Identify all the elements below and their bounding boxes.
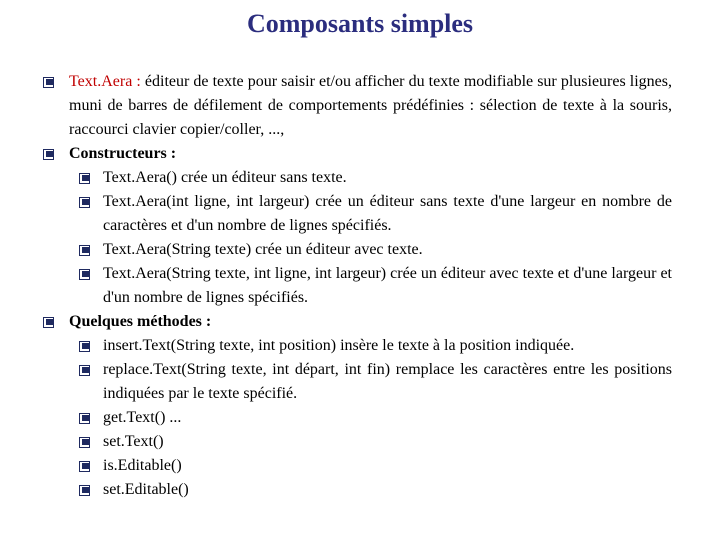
sub-bullet-item — [103, 238, 672, 262]
constructor-entry: Text.Aera(String texte, int ligne, int largeur) crée un éditeur avec texte et d'une largeur et d'un nombre de lignes spécifiés. — [103, 265, 672, 306]
square-bullet-icon — [79, 269, 90, 280]
keyword-textarea: Text.Aera : — [69, 73, 141, 90]
slide-title: Composants simples — [246, 9, 474, 38]
method-entry: is.Editable() — [103, 457, 182, 474]
constructor-entry: Text.Aera(int ligne, int largeur) crée un éditeur sans texte d'une largeur en nombre de caractères et d'un nombre de lignes spécifiés. — [103, 193, 672, 234]
bullet-item-constructeurs — [69, 142, 672, 166]
constructor-entry: Text.Aera(String texte) crée un éditeur avec texte. — [103, 241, 423, 258]
sub-bullet-item — [103, 406, 672, 430]
sub-bullet-item — [103, 262, 672, 310]
sub-bullet-item — [103, 478, 672, 502]
sub-bullet-item — [103, 358, 672, 406]
square-bullet-icon — [79, 173, 90, 184]
bullet-item-methodes — [69, 310, 672, 334]
square-bullet-icon — [79, 485, 90, 496]
square-bullet-icon — [79, 437, 90, 448]
constructeurs-heading: Constructeurs : — [69, 145, 177, 162]
method-entry: replace.Text(String texte, int départ, int fin) remplace les caractères entre les positions indiquées par le texte spécifié. — [103, 361, 672, 402]
method-entry: get.Text() ... — [103, 409, 182, 426]
slide-body — [0, 70, 720, 502]
sub-bullet-item — [103, 430, 672, 454]
method-entry: set.Text() — [103, 433, 164, 450]
square-bullet-icon — [79, 365, 90, 376]
square-bullet-icon — [43, 317, 54, 328]
method-entry: set.Editable() — [103, 481, 189, 498]
method-entry: insert.Text(String texte, int position) insère le texte à la position indiquée. — [103, 337, 575, 354]
square-bullet-icon — [79, 197, 90, 208]
square-bullet-icon — [43, 77, 54, 88]
textarea-description: éditeur de texte pour saisir et/ou afficher du texte modifiable sur plusieures lignes, muni de barres de défilement de comportements prédéfinies : sélection de texte à la souris, raccourci clavier copier/coller, ..., — [69, 73, 672, 138]
sub-bullet-item — [103, 190, 672, 238]
square-bullet-icon — [79, 245, 90, 256]
square-bullet-icon — [79, 413, 90, 424]
square-bullet-icon — [79, 341, 90, 352]
sub-bullet-item — [103, 334, 672, 358]
sub-bullet-item — [103, 166, 672, 190]
square-bullet-icon — [79, 461, 90, 472]
square-bullet-icon — [43, 149, 54, 160]
bullet-item-textarea — [69, 70, 672, 142]
sub-bullet-item — [103, 454, 672, 478]
constructor-entry: Text.Aera() crée un éditeur sans texte. — [103, 169, 347, 186]
methodes-heading: Quelques méthodes : — [69, 313, 212, 330]
